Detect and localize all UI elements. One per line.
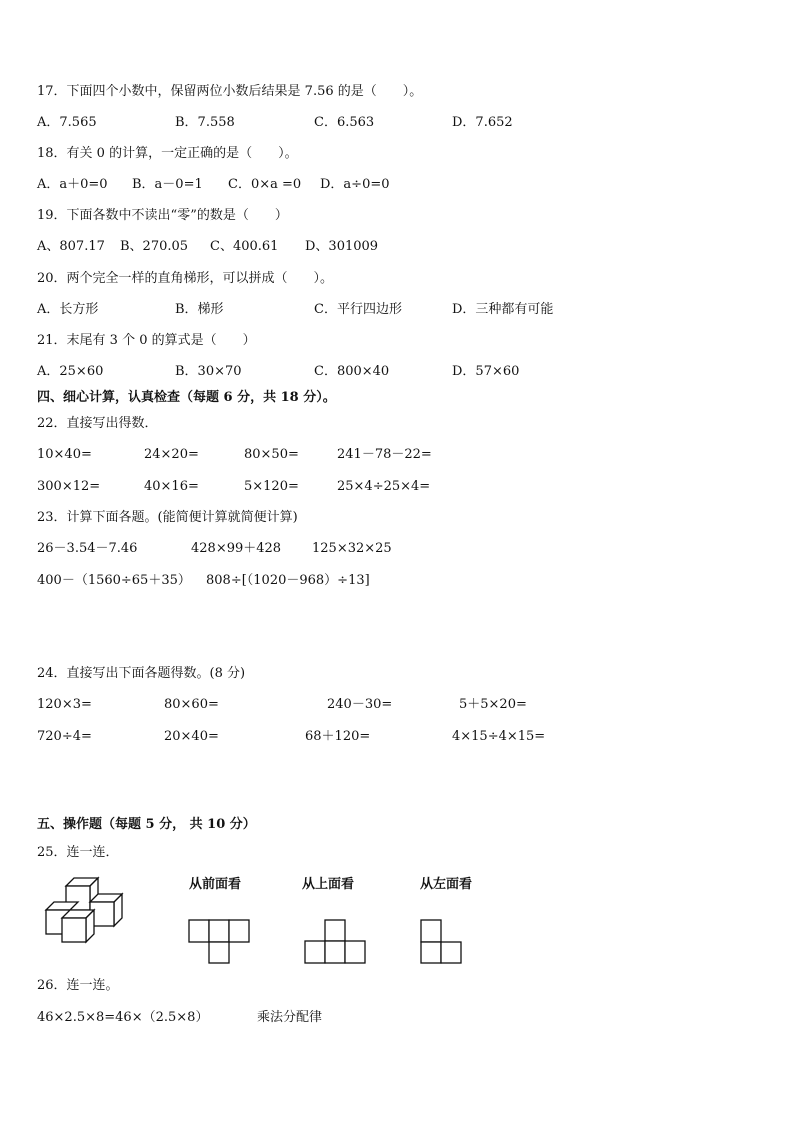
- q22-r2-c2: 40×16=: [144, 479, 199, 494]
- q21-option-d[interactable]: D．57×60: [452, 364, 520, 379]
- q23-r2-c1: 400－（1560÷65＋35）: [37, 573, 191, 588]
- q24-r1-c1: 120×3=: [37, 697, 92, 712]
- q26-stem: 26．连一连。: [37, 978, 119, 993]
- q17-option-d[interactable]: D．7.652: [452, 115, 513, 130]
- q26-law-label: 乘法分配律: [257, 1010, 323, 1025]
- q19-stem: 19．下面各数中不读出“零”的数是（ ）: [37, 208, 288, 223]
- q20-option-b[interactable]: B．梯形: [175, 302, 224, 317]
- q22-r1-c3: 80×50=: [244, 447, 299, 462]
- q19-option-d[interactable]: D、301009: [305, 239, 379, 254]
- q20-option-c[interactable]: C．平行四边形: [314, 302, 402, 317]
- q26-expression: 46×2.5×8=46×（2.5×8）: [37, 1010, 209, 1025]
- q23-r1-c1: 26－3.54－7.46: [37, 541, 138, 556]
- q19-option-b[interactable]: B、270.05: [120, 239, 189, 254]
- q22-r2-c1: 300×12=: [37, 479, 101, 494]
- top-view-shape: [304, 919, 368, 965]
- q18-option-c[interactable]: C．0×a =0: [228, 177, 302, 192]
- q19-option-a[interactable]: A、807.17: [37, 239, 105, 254]
- q19-option-c[interactable]: C、400.61: [210, 239, 279, 254]
- q24-r2-c3: 68＋120=: [305, 729, 371, 744]
- left-view-shape: [420, 919, 466, 965]
- front-view-shape: [188, 919, 252, 965]
- q18-stem: 18．有关 0 的计算，一定正确的是（ ）。: [37, 146, 298, 161]
- q20-stem: 20．两个完全一样的直角梯形，可以拼成（ ）。: [37, 271, 334, 286]
- q17-stem: 17．下面四个小数中，保留两位小数后结果是 7.56 的是（ ）。: [37, 84, 423, 99]
- view-label-left: 从左面看: [420, 877, 473, 892]
- q24-r2-c2: 20×40=: [164, 729, 219, 744]
- q17-option-a[interactable]: A．7.565: [37, 115, 97, 130]
- q24-r1-c3: 240－30=: [327, 697, 393, 712]
- q22-stem: 22．直接写出得数．: [37, 416, 158, 431]
- q22-r1-c4: 241－78－22=: [337, 447, 432, 462]
- q23-r1-c3: 125×32×25: [312, 541, 392, 556]
- q18-option-d[interactable]: D．a÷0=0: [320, 177, 390, 192]
- section5-title: 五、操作题（每题 5 分， 共 10 分）: [37, 817, 256, 832]
- q21-option-a[interactable]: A．25×60: [37, 364, 104, 379]
- q23-r2-c2: 808÷[（1020－968）÷13]: [206, 573, 370, 588]
- q17-option-b[interactable]: B．7.558: [175, 115, 235, 130]
- cube-solid-figure: [42, 874, 138, 946]
- q21-option-b[interactable]: B．30×70: [175, 364, 242, 379]
- q18-option-b[interactable]: B．a－0=1: [132, 177, 203, 192]
- section4-title: 四、细心计算，认真检查（每题 6 分，共 18 分）。: [37, 390, 336, 405]
- q22-r2-c4: 25×4÷25×4=: [337, 479, 431, 494]
- q24-stem: 24．直接写出下面各题得数。(8 分): [37, 666, 246, 681]
- q24-r1-c2: 80×60=: [164, 697, 219, 712]
- q24-r1-c4: 5＋5×20=: [459, 697, 527, 712]
- q18-option-a[interactable]: A．a＋0=0: [37, 177, 108, 192]
- q17-option-c[interactable]: C．6.563: [314, 115, 375, 130]
- q24-r2-c1: 720÷4=: [37, 729, 92, 744]
- view-label-front: 从前面看: [189, 877, 242, 892]
- q21-option-c[interactable]: C．800×40: [314, 364, 390, 379]
- q24-r2-c4: 4×15÷4×15=: [452, 729, 546, 744]
- q21-stem: 21．末尾有 3 个 0 的算式是（ ）: [37, 333, 256, 348]
- q22-r2-c3: 5×120=: [244, 479, 299, 494]
- q20-option-a[interactable]: A．长方形: [37, 302, 99, 317]
- q25-stem: 25．连一连．: [37, 845, 119, 860]
- q22-r1-c2: 24×20=: [144, 447, 199, 462]
- q20-option-d[interactable]: D．三种都有可能: [452, 302, 554, 317]
- q23-stem: 23．计算下面各题。(能简便计算就简便计算): [37, 510, 298, 525]
- view-label-top: 从上面看: [302, 877, 355, 892]
- q22-r1-c1: 10×40=: [37, 447, 92, 462]
- q23-r1-c2: 428×99＋428: [191, 541, 282, 556]
